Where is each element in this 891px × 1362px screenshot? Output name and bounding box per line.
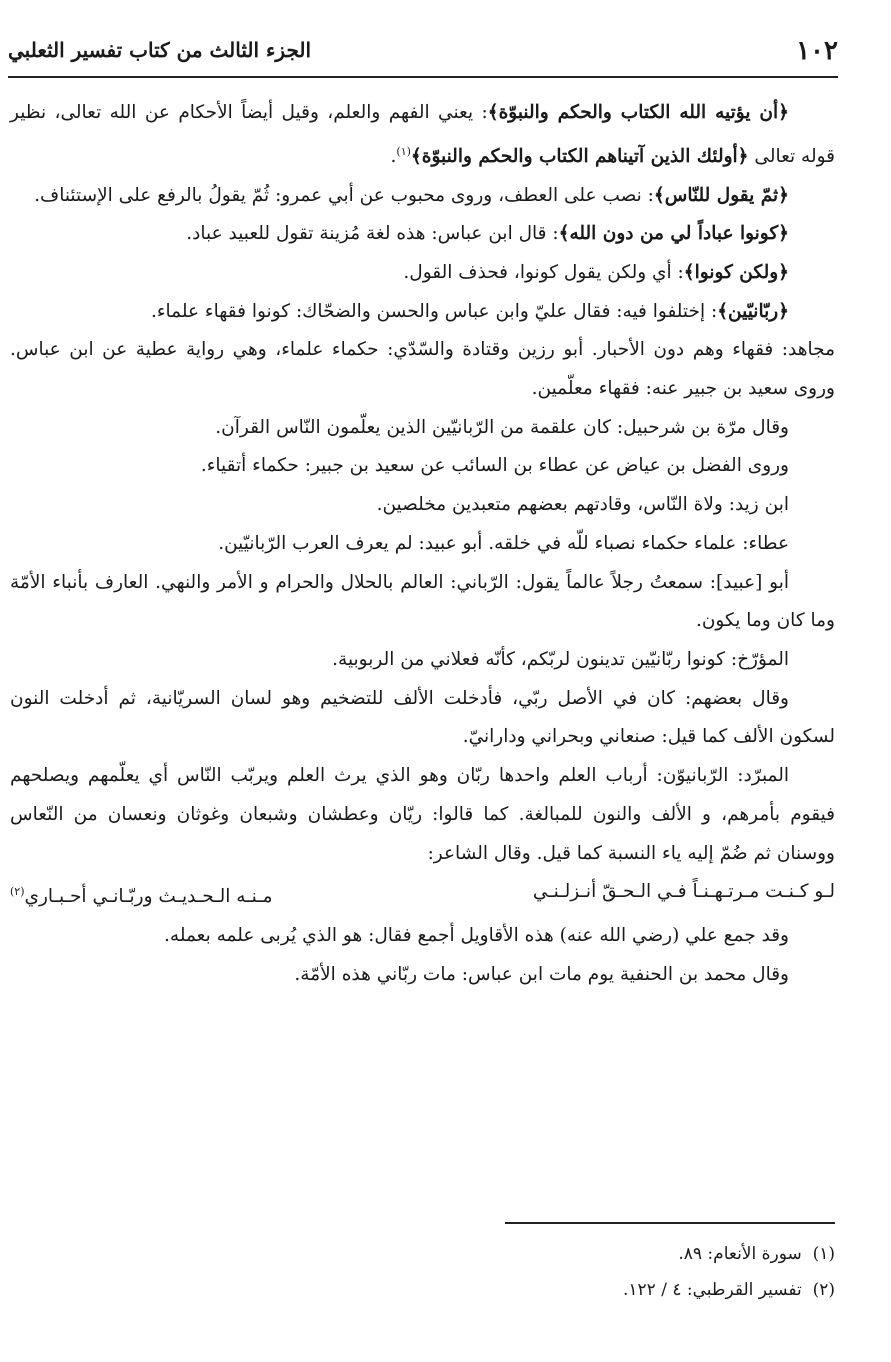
verse-second-half (10, 873, 273, 917)
paragraph-text: : نصب على العطف، وروى محبوب عن أبي عمرو: ثُمّ يقولُ بالرفع على الإستئناف. (34, 184, 654, 206)
paragraph-4 (10, 254, 835, 293)
paragraph-tail: . (390, 145, 397, 167)
paragraph-15: وقد جمع علي (رضي الله عنه) هذه الأقاويل أجمع فقال: هو الذي يُربى علمه بعمله. (164, 925, 789, 947)
footnotes (40, 1236, 835, 1308)
footnote-ref: (٢) (10, 885, 25, 899)
paragraph-text: : أي ولكن يقول كونوا، فحذف القول. (403, 261, 684, 283)
paragraph-14: المبرّد: الرّبانيوّن: أرباب العلم واحدها ربّان وهو الذي يرث العلم ويربّب النّاس أي يعلّمهم ويصلحهم فيقوم بأمرهم، و الألف والنون للمبالغة. كما قالوا: ريّان وعطشان وشبعان وغوثان ونعسان من النّعاس ووسنان ثم ضُمّ إليه ياء النسبة كما قيل. وقال الشاعر: (10, 765, 835, 864)
footnote-1 (40, 1236, 835, 1272)
page-number: ١٠٢ (796, 36, 838, 66)
footnote-ref: (١) (396, 144, 411, 158)
footnote-divider (505, 1222, 835, 1224)
paragraph-2 (10, 177, 835, 216)
quran-quote: ﴿كونوا عباداً لي من دون الله﴾ (558, 223, 789, 245)
paragraph-text: : يعني الفهم والعلم، وقيل أيضاً الأحكام عن الله تعالى، نظير قوله تعالى (10, 102, 835, 167)
quran-quote: ﴿ولكن كونوا﴾ (683, 261, 789, 283)
quran-quote: ﴿أن يؤتيه الله الكتاب والحكم والنبوّة﴾ (487, 102, 789, 123)
paragraph-7: وقال مرّة بن شرحبيل: كان علقمة من الرّبانيّين الذين يعلّمون النّاس القرآن. (215, 416, 789, 438)
paragraph-11: أبو [عبيد]: سمعتُ رجلاً عالماً يقول: الرّباني: العالم بالحلال والحرام و الأمر والنهي. العارف بأنباء الأمّة وما كان وما يكون. (10, 571, 835, 632)
footnote-2 (40, 1272, 835, 1308)
quran-quote: ﴿ثمّ يقول للنّاس﴾ (653, 184, 789, 206)
paragraph-16: وقال محمد بن الحنفية يوم مات ابن عباس: مات ربّاني هذه الأمّة. (294, 963, 789, 985)
paragraph-3 (10, 215, 835, 254)
paragraph-text: : قال ابن عباس: هذه لغة مُزينة تقول للعبيد عباد. (186, 223, 559, 245)
footnote-number: (٢) (812, 1280, 835, 1300)
footnote-number: (١) (812, 1244, 835, 1264)
paragraph-text: : إختلفوا فيه: فقال عليّ وابن عباس والحسن والضحّاك: كونوا فقهاء علماء. (150, 300, 718, 322)
paragraph-12: المؤرّخ: كونوا ربّانيّين تدينون لربّكم، كأنّه فعلاني من الربوبية. (332, 649, 789, 670)
paragraph-5 (10, 293, 835, 332)
verse-second-half-text: مـنـه الـحـديـث وربّـانـي أحـبـاري (24, 886, 273, 908)
quran-quote: ﴿ربّانيّين﴾ (717, 300, 789, 322)
paragraph-10: عطاء: علماء حكماء نصباء للّه في خلقه. أبو عبيد: لم يعرف العرب الرّبانيّين. (218, 532, 789, 554)
paragraph-8: وروى الفضل بن عياض عن عطاء بن السائب عن سعيد بن جبير: حكماء أتقياء. (200, 455, 789, 477)
paragraph-13: وقال بعضهم: كان في الأصل ربّي، فأدخلت الألف للتضخيم وهو لسان السريّانية، ثم أدخلت النون لسكون الألف كما قيل: صنعاني وبحراني ودارانيّ. (10, 687, 835, 748)
quran-quote: ﴿أولئك الذين آتيناهم الكتاب والحكم والنبوّة﴾ (410, 145, 749, 167)
footnote-text: سورة الأنعام: ٨٩. (678, 1244, 802, 1264)
paragraph-9: ابن زيد: ولاة النّاس، وقادتهم بعضهم متعبدين مخلصين. (376, 494, 789, 516)
poetry-verse (10, 873, 835, 917)
verse-first-half: لـو كـنـت مـرتـهـنـاً فـي الـحـقّ أنـزلـنـي (532, 881, 835, 903)
page-header (8, 30, 838, 78)
paragraph-1 (10, 94, 835, 177)
running-title: الجزء الثالث من كتاب تفسير الثعلبي (8, 38, 311, 62)
footnote-text: تفسير القرطبي: ٤ / ١٢٢. (623, 1280, 802, 1300)
body-text (10, 94, 835, 994)
paragraph-6: مجاهد: فقهاء وهم دون الأحبار. أبو رزين وقتادة والسّدّي: حكماء علماء، وهي رواية عطية عن ابن عباس. وروى سعيد بن جبير عنه: فقهاء معلّمين. (10, 339, 835, 400)
